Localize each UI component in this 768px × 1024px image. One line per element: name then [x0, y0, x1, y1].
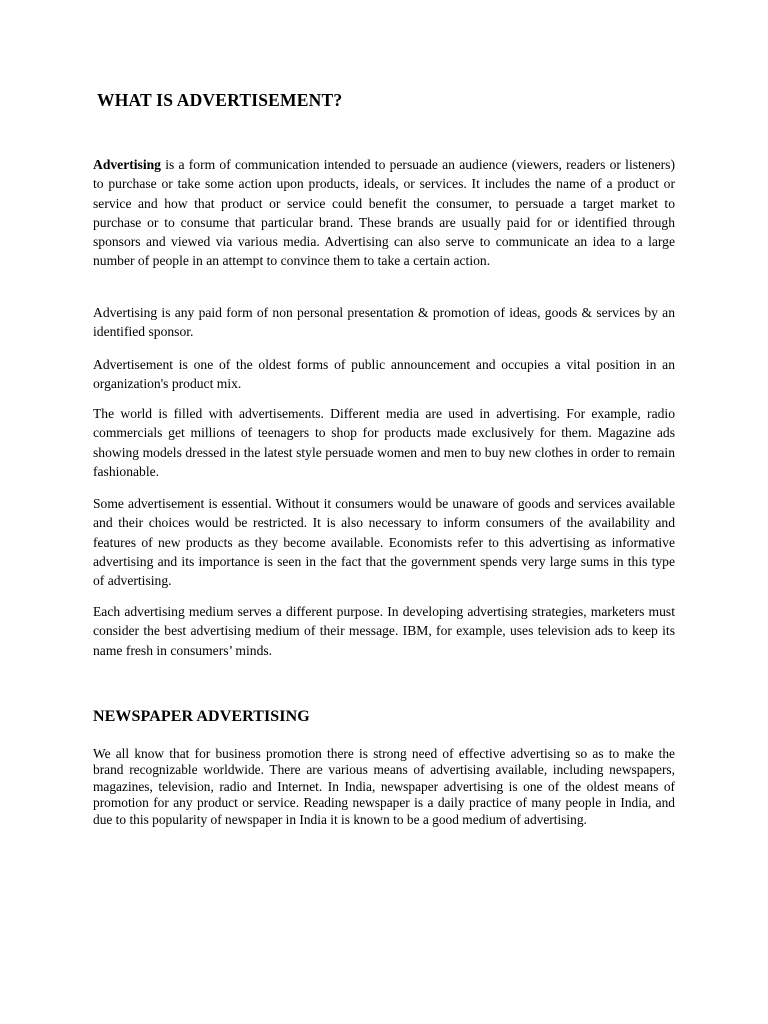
intro-paragraph: [93, 155, 675, 271]
paragraph-informative-advertising: Some advertisement is essential. Without it consumers would be unaware of goods and services available and their choices would be restricted. It is also necessary to inform consumers of the availability and features of new products as they become available. Economists refer to this advertising as informative advertising and its importance is seen in the fact that the government spends very large sums in this type of advertising.: [93, 496, 675, 589]
paragraph-media-examples: The world is filled with advertisements. Different media are used in advertising. For example, radio commercials get millions of teenagers to shop for products made exclusively for them. Magazine ads showing models dressed in the latest style persuade women and men to buy new clothes in order to remain fashionable.: [93, 406, 675, 479]
intro-text: is a form of communication intended to persuade an audience (viewers, readers or listeners) to purchase or take some action upon products, ideals, or services. It includes the name of a product or service and how that product or service could benefit the consumer, to persuade a target market to purchase or to consume that particular brand. These brands are usually paid for or identified through sponsors and viewed via various media. Advertising can also serve to communicate an idea to a large number of people in an attempt to convince them to take a certain action.: [93, 157, 675, 269]
paragraph-newspaper-advertising: We all know that for business promotion there is strong need of effective advertising so as to make the brand recognizable worldwide. There are various means of advertising available, including newspapers, magazines, television, radio and Internet. In India, newspaper advertising is one of the oldest means of promotion for any product or service. Reading newspaper is a daily practice of many people in India, and due to this popularity of newspaper in India it is known to be a good medium of advertising.: [93, 746, 675, 827]
document-title: WHAT IS ADVERTISEMENT?: [97, 90, 343, 110]
paragraph-definition: Advertising is any paid form of non personal presentation & promotion of ideas, goods & services by an identified sponsor.: [93, 305, 675, 340]
intro-lead-term: Advertising: [93, 157, 161, 172]
section-heading-newspaper: NEWSPAPER ADVERTISING: [93, 708, 310, 725]
paragraph-oldest-forms: Advertisement is one of the oldest forms of public announcement and occupies a vital position in an organization's product mix.: [93, 357, 675, 392]
paragraph-advertising-medium: Each advertising medium serves a different purpose. In developing advertising strategies, marketers must consider the best advertising medium of their message. IBM, for example, uses television ads to keep its name fresh in consumers’ minds.: [93, 604, 675, 658]
